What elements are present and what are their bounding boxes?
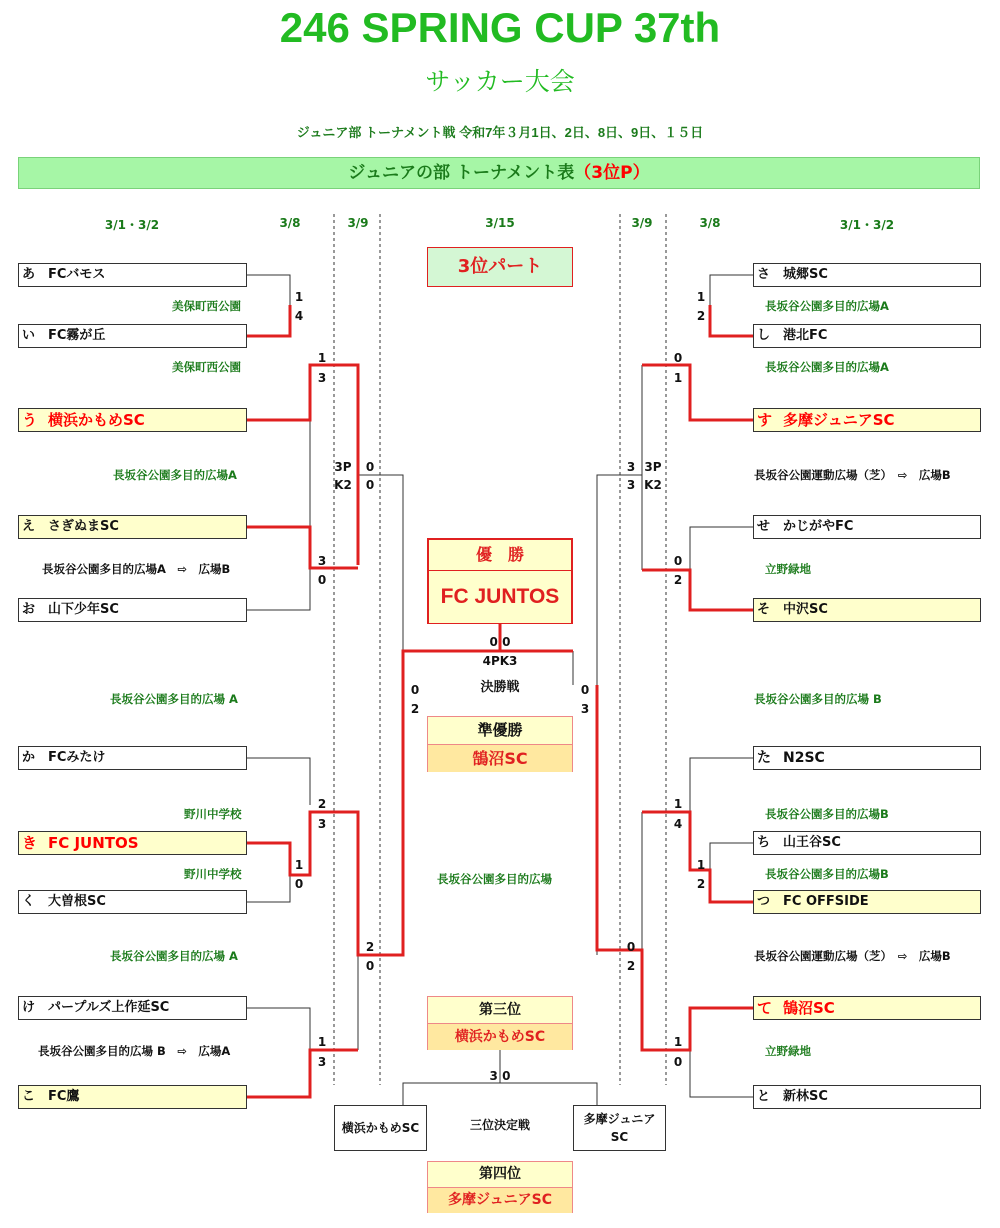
score: 3 [317, 554, 327, 568]
score: 2 [365, 940, 375, 954]
team-left-e[interactable] [18, 515, 247, 539]
score: 2 [410, 702, 420, 716]
event-schedule: ジュニア部 トーナメント戦 令和7年３月1日、2日、8日、9日、１５日 [296, 125, 704, 140]
team-left-ki[interactable] [18, 831, 247, 855]
banner-part: （3位P） [574, 163, 650, 183]
team-right-chi[interactable] [753, 831, 981, 855]
team-name: FCバモス [48, 267, 106, 282]
score: 2 [317, 797, 327, 811]
team-name: FC霧が丘 [48, 328, 106, 343]
venue-label: 長坂谷公園多目的広場 B [754, 692, 882, 706]
score: 0 [317, 573, 327, 587]
score: 0 [673, 1055, 683, 1069]
team-kana: あ [22, 267, 36, 282]
team-left-o[interactable] [18, 598, 247, 622]
venue-label: 長坂谷公園多目的広場A ⇨ 広場B [42, 562, 231, 576]
third-match-score: 3 0 [489, 1069, 511, 1083]
team-name: FC OFFSIDE [783, 894, 869, 909]
third-place-name: 横浜かもめSC [428, 1024, 572, 1050]
score: 2 [673, 573, 683, 587]
score: 1 [673, 1035, 683, 1049]
runner-up-name: 鵠沼SC [428, 745, 572, 772]
team-right-te[interactable] [753, 996, 981, 1020]
team-name: かじがやFC [783, 519, 854, 534]
team-kana: え [22, 519, 36, 534]
score: 3 [580, 702, 590, 716]
team-right-to[interactable] [753, 1085, 981, 1109]
score: 1 [696, 858, 706, 872]
score: 1 [673, 797, 683, 811]
venue-label: 長坂谷公園多目的広場A [765, 360, 889, 374]
team-kana: こ [22, 1089, 36, 1104]
venue-label: 長坂谷公園運動広場（芝） ⇨ 広場B [754, 949, 951, 963]
venue-label: 長坂谷公園多目的広場A [765, 299, 889, 313]
team-name: FCみたけ [48, 750, 106, 765]
team-name: FC JUNTOS [48, 834, 139, 852]
score: 3 [626, 478, 636, 492]
team-kana: う [22, 411, 38, 429]
team-name: N2SC [783, 750, 825, 766]
score: 2 [696, 877, 706, 891]
score: 0 [294, 877, 304, 891]
score: 3P [334, 460, 352, 474]
venue-label: 美保町西公園 [172, 299, 241, 313]
score: 0 [365, 959, 375, 973]
fourth-place-label: 第四位 [428, 1162, 572, 1188]
venue-label: 長坂谷公園多目的広場A [113, 468, 237, 482]
venue-label: 長坂谷公園多目的広場B [765, 807, 889, 821]
date-final: 3/15 [485, 216, 515, 230]
team-right-sa[interactable] [753, 263, 981, 287]
team-name: 山王谷SC [783, 835, 841, 850]
score: 0 [365, 478, 375, 492]
score: 0 [673, 351, 683, 365]
venue-label: 美保町西公園 [172, 360, 241, 374]
score: 4 [294, 309, 304, 323]
venue-label: 長坂谷公園多目的広場 A [110, 949, 238, 963]
score: 2 [696, 309, 706, 323]
score: 1 [673, 371, 683, 385]
tournament-subtitle: サッカー大会 [425, 68, 575, 96]
team-name: 港北FC [783, 328, 828, 343]
date-right-round1: 3/1・3/2 [839, 218, 895, 232]
team-kana: く [22, 894, 36, 909]
runner-up-label: 準優勝 [428, 717, 572, 745]
venue-label: 長坂谷公園多目的広場B [765, 867, 889, 881]
champion-label: 優 勝 [429, 540, 571, 571]
score: 1 [317, 351, 327, 365]
team-right-su[interactable] [753, 408, 981, 432]
venue-label: 長坂谷公園多目的広場 [437, 872, 552, 886]
venue-label: 野川中学校 [184, 807, 242, 821]
team-right-tsu[interactable] [753, 890, 981, 914]
date-left-round2: 3/8 [279, 216, 301, 230]
banner-text: ジュニアの部 トーナメント表 [348, 163, 575, 183]
score: 4 [673, 817, 683, 831]
score: 2 [626, 959, 636, 973]
team-kana: せ [757, 519, 771, 534]
fourth-place-name: 多摩ジュニアSC [428, 1188, 572, 1213]
date-left-round1: 3/1・3/2 [104, 218, 160, 232]
team-kana: つ [757, 894, 771, 909]
team-name: 鵠沼SC [783, 999, 835, 1017]
team-kana: す [757, 411, 773, 429]
final-pk: 4PK3 [482, 654, 518, 668]
team-kana: か [22, 750, 36, 765]
date-right-round3: 3/9 [631, 216, 653, 230]
venue-label: 野川中学校 [184, 867, 242, 881]
venue-label: 長坂谷公園多目的広場 B ⇨ 広場A [38, 1044, 231, 1058]
tournament-title: 246 SPRING CUP 37th [279, 4, 721, 51]
team-kana: け [22, 1000, 36, 1015]
team-kana: と [757, 1089, 771, 1104]
score: 0 [410, 683, 420, 697]
team-name: 中沢SC [783, 602, 828, 617]
third-match-right[interactable]: 多摩ジュニア SC [573, 1105, 666, 1151]
team-name: 大曽根SC [48, 894, 106, 909]
score: 0 [365, 460, 375, 474]
score: 1 [317, 1035, 327, 1049]
team-left-ke[interactable] [18, 996, 247, 1020]
team-left-a[interactable] [18, 263, 247, 287]
score: 1 [294, 290, 304, 304]
team-left-i[interactable] [18, 324, 247, 348]
team-left-ka[interactable] [18, 746, 247, 770]
score: 1 [696, 290, 706, 304]
team-right-so[interactable] [753, 598, 981, 622]
score: 3P [644, 460, 662, 474]
team-kana: き [22, 834, 38, 852]
team-name: 山下少年SC [48, 602, 119, 617]
team-name: 城郷SC [783, 267, 828, 282]
team-kana: し [757, 328, 771, 343]
team-right-ta[interactable] [753, 746, 981, 770]
team-name: FC鷹 [48, 1089, 80, 1104]
team-left-ko[interactable] [18, 1085, 247, 1109]
score: 1 [294, 858, 304, 872]
champion-box [427, 538, 573, 624]
team-kana: た [757, 750, 771, 766]
score: 0 [580, 683, 590, 697]
team-left-u[interactable] [18, 408, 247, 432]
venue-label: 長坂谷公園多目的広場 A [110, 692, 238, 706]
score: 3 [317, 1055, 327, 1069]
team-kana: い [22, 328, 36, 343]
third-place-box [427, 996, 573, 1050]
score: 3 [317, 371, 327, 385]
team-name: 多摩ジュニアSC [783, 411, 895, 429]
runner-up-box [427, 716, 573, 772]
team-kana: お [22, 602, 36, 617]
team-name: さぎぬまSC [48, 519, 119, 534]
team-name: パープルズ上作延SC [48, 1000, 170, 1015]
team-right-se[interactable] [753, 515, 981, 539]
date-right-round2: 3/8 [699, 216, 721, 230]
team-name: 新林SC [783, 1089, 828, 1104]
team-right-shi[interactable] [753, 324, 981, 348]
score: 0 [673, 554, 683, 568]
final-label: 決勝戦 [480, 680, 520, 695]
third-match-left[interactable]: 横浜かもめSC [334, 1105, 427, 1151]
score: 0 [626, 940, 636, 954]
score: 3 [626, 460, 636, 474]
team-kana: て [757, 999, 773, 1017]
venue-label: 長坂谷公園運動広場（芝） ⇨ 広場B [754, 468, 951, 482]
team-kana: ち [757, 835, 771, 850]
score: 3 [317, 817, 327, 831]
part-label: 3位パート [427, 247, 573, 287]
venue-label: 立野緑地 [765, 1044, 811, 1058]
fourth-place-box [427, 1161, 573, 1213]
team-kana: そ [757, 602, 771, 617]
score: K2 [334, 478, 352, 492]
champion-name: FC JUNTOS [429, 571, 571, 623]
third-match-label: 三位決定戦 [469, 1118, 531, 1132]
team-kana: さ [757, 267, 771, 282]
team-name: 横浜かもめSC [48, 411, 145, 429]
final-score: 0 0 [489, 635, 511, 649]
third-place-label: 第三位 [428, 997, 572, 1024]
score: K2 [644, 478, 662, 492]
venue-label: 立野緑地 [765, 562, 811, 576]
date-left-round3: 3/9 [347, 216, 369, 230]
team-left-ku[interactable] [18, 890, 247, 914]
